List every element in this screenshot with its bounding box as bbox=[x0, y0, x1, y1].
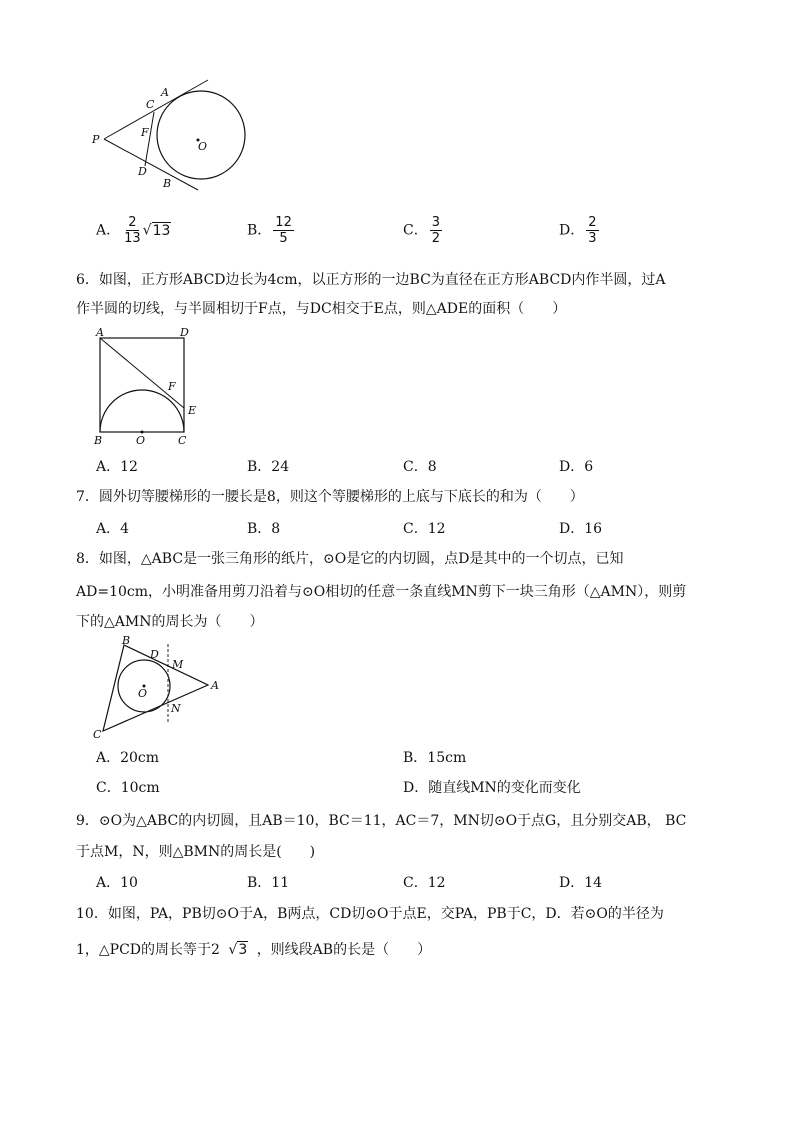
q9-option-b[interactable]: B．11 bbox=[247, 875, 290, 891]
q6-figure bbox=[90, 328, 200, 450]
q5-option-a-letter: A． bbox=[96, 222, 121, 239]
q9-text-line1: 9．⊙O为△ABC的内切圆，且AB＝10，BC＝11，AC＝7，MN切⊙O于点G，且分别交AB， BC bbox=[76, 813, 687, 829]
q8-option-b[interactable]: B．15cm bbox=[403, 750, 467, 766]
q8-label-o: O bbox=[138, 687, 148, 700]
q5-option-d-num: 2 bbox=[588, 215, 597, 230]
q8-label-b: B bbox=[122, 634, 131, 647]
q5-circle bbox=[157, 91, 245, 179]
q7-option-a[interactable]: A．4 bbox=[96, 521, 130, 537]
q5-option-a-den: 13 bbox=[124, 231, 141, 246]
q5-label-f: F bbox=[141, 126, 149, 139]
q5-label-c: C bbox=[146, 98, 155, 111]
q5-option-b[interactable] bbox=[247, 215, 294, 246]
q7-option-d[interactable]: D．16 bbox=[559, 521, 603, 537]
q6-text-line2: 作半圆的切线，与半圆相切于F点，与DC相交于E点，则△ADE的面积（ ） bbox=[76, 301, 567, 317]
q5-tangent-lower bbox=[104, 139, 198, 190]
q5-option-b-fraction bbox=[273, 215, 294, 246]
q6-option-b[interactable]: B．24 bbox=[247, 459, 290, 475]
q6-semicircle bbox=[100, 390, 184, 432]
q8-label-c: C bbox=[93, 728, 102, 741]
q6-tangent-ae bbox=[100, 338, 184, 408]
q5-option-a[interactable] bbox=[96, 215, 171, 246]
q5-option-c-letter: C． bbox=[403, 222, 428, 239]
q5-segment-cd bbox=[145, 112, 154, 166]
q8-figure bbox=[88, 634, 223, 744]
q7-option-c[interactable]: C．12 bbox=[403, 521, 446, 537]
q8-label-n: N bbox=[171, 702, 181, 715]
q5-option-b-num: 12 bbox=[275, 215, 292, 230]
q5-option-c-den: 2 bbox=[431, 231, 440, 246]
q5-option-d[interactable] bbox=[559, 215, 599, 246]
q8-label-m: M bbox=[172, 658, 184, 671]
q5-tangent-upper bbox=[104, 80, 208, 139]
q6-text-line1: 6．如图，正方形ABCD边长为4cm，以正方形的一边BC为直径在正方形ABCD内作半圆，过A bbox=[76, 272, 666, 288]
q8-label-d: D bbox=[150, 648, 159, 661]
q6-label-c: C bbox=[178, 434, 187, 447]
q8-option-a[interactable]: A．20cm bbox=[96, 750, 160, 766]
q10-sqrt-radicand: 3 bbox=[238, 942, 248, 958]
q5-option-a-fraction bbox=[122, 215, 143, 246]
q10-text-line2 bbox=[76, 940, 431, 960]
q5-figure bbox=[88, 78, 258, 196]
q6-label-f: F bbox=[168, 380, 176, 393]
q5-option-b-den: 5 bbox=[279, 231, 288, 246]
q6-label-e: E bbox=[188, 404, 197, 417]
q6-option-d[interactable]: D．6 bbox=[559, 459, 594, 475]
q7-option-b[interactable]: B．8 bbox=[247, 521, 281, 537]
q10-text-line2-b: ，则线段AB的长是（ ） bbox=[256, 942, 432, 958]
q7-text-line1: 7．圆外切等腰梯形的一腰长是8，则这个等腰梯形的上底与下底长的和为（ ） bbox=[76, 489, 584, 505]
q9-option-a[interactable]: A．10 bbox=[96, 875, 138, 891]
q9-option-d[interactable]: D．14 bbox=[559, 875, 603, 891]
q5-label-d: D bbox=[138, 165, 147, 178]
q5-label-p: P bbox=[92, 133, 100, 146]
q8-text-line2: AD=10cm，小明准备用剪刀沿着与⊙O相切的任意一条直线MN剪下一块三角形（△AMN），则剪 bbox=[76, 584, 687, 600]
q5-option-a-sqrt: √13 bbox=[142, 222, 171, 239]
q5-option-a-num: 2 bbox=[128, 215, 137, 230]
q6-label-d: D bbox=[180, 328, 189, 339]
q6-label-b: B bbox=[94, 434, 103, 447]
q5-label-a: A bbox=[161, 86, 169, 99]
q9-text-line2: 于点M，N，则△BMN的周长是( ) bbox=[76, 844, 316, 860]
q5-label-b: B bbox=[163, 177, 172, 190]
q5-option-c-num: 3 bbox=[431, 215, 440, 230]
q5-option-c[interactable] bbox=[403, 215, 442, 246]
q5-option-d-fraction bbox=[586, 215, 598, 246]
q6-label-o: O bbox=[136, 434, 146, 447]
q8-text-line1: 8．如图，△ABC是一张三角形的纸片，⊙O是它的内切圆，点D是其中的一个切点，已知 bbox=[76, 551, 624, 567]
q5-option-d-letter: D． bbox=[559, 222, 585, 239]
q5-option-a-radicand: 13 bbox=[152, 222, 171, 239]
q5-option-d-den: 3 bbox=[588, 231, 597, 246]
q5-label-o: O bbox=[198, 140, 208, 153]
q10-text-line2-a: 1，△PCD的周长等于2 bbox=[76, 942, 220, 958]
q10-sqrt: √3 bbox=[228, 942, 248, 958]
q9-option-c[interactable]: C．12 bbox=[403, 875, 446, 891]
q6-label-a: A bbox=[96, 328, 104, 339]
q5-option-c-fraction bbox=[430, 215, 442, 246]
q8-label-a: A bbox=[211, 679, 219, 692]
q6-option-a[interactable]: A．12 bbox=[96, 459, 138, 475]
q8-option-c[interactable]: C．10cm bbox=[96, 780, 160, 796]
q8-option-d[interactable]: D．随直线MN的变化而变化 bbox=[403, 780, 581, 796]
q6-option-c[interactable]: C．8 bbox=[403, 459, 437, 475]
q8-text-line3: 下的△AMN的周长为（ ） bbox=[76, 614, 264, 630]
q5-option-b-letter: B． bbox=[247, 222, 272, 239]
q10-text-line1: 10．如图，PA，PB切⊙O于A，B两点，CD切⊙O于点E，交PA，PB于C，D．若⊙O的半径为 bbox=[76, 906, 664, 922]
